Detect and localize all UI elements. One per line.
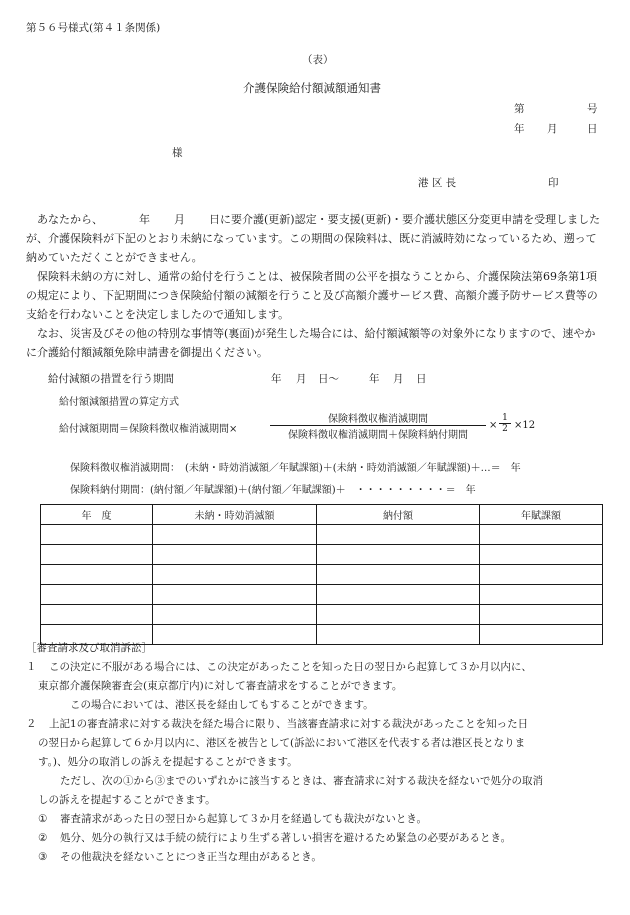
table-row [41,565,603,585]
table-cell[interactable] [317,545,480,565]
formula-tail: ×12 [514,420,536,431]
paragraph-2: 保険料未納の方に対し、通常の給付を行うことは、被保険者間の公平を損なうことから、介護保険法第69条第1項の規定により、下記期間につき保険給付額の減額を行うこと及び高額介護サービス費、高額介護予防サービス費等の支給を行わないことを決定しましたので通知します。 [26,270,598,321]
item2-line-4: ただし、次の①から③までのいずれかに該当するときは、審査請求に対する裁決を経ないで処分の取消 [60,775,543,787]
table-row [41,605,603,625]
table-cell[interactable] [317,565,480,585]
col-annual-levy: 年賦課額 [480,505,603,525]
table-row [41,545,603,565]
period-label: 給付減額の措置を行う期間 [48,373,174,385]
addressee-suffix: 様 [172,147,183,159]
date-month: 月 [547,123,558,135]
table-cell[interactable] [153,585,317,605]
formula-line-1: 保険料徴収権消滅期間： (未納・時効消滅額／年賦課額)＋(未納・時効消滅額／年賦課額)＋…＝ 年 [70,463,521,474]
item1-line-2: 東京都介護保険審査会(東京都庁内)に対して審査請求をすることができます。 [38,680,403,692]
table-cell[interactable] [317,625,480,645]
table-cell[interactable] [153,605,317,625]
form-number: 第５６号様式(第４１条関係) [26,22,161,34]
formula-denominator: 保険料徴収権消滅期間＋保険料納付期間 [288,430,468,441]
sub-item-1-number: ① [38,813,48,825]
paragraph-3: なお、災害及びその他の特別な事情等(裏面)が発生した場合には、給付額減額等の対象外になりますので、速やかに介護給付額減額免除申請書を御提出ください。 [26,327,596,359]
table-cell[interactable] [41,605,153,625]
period-to-month: 月 [393,373,404,385]
table-cell[interactable] [41,585,153,605]
sub-item-3-text: その他裁決を経ないことにつき正当な理由があるとき。 [60,851,322,863]
table-cell[interactable] [317,605,480,625]
item2-line-2: の翌日から起算して６か月以内に、港区を被告として(訴訟において港区を代表する者は港区長となりま [38,737,526,749]
formula-heading: 給付額減額措置の算定方式 [59,397,179,408]
table-cell[interactable] [153,625,317,645]
period-from-month: 月 [296,373,307,385]
table-cell[interactable] [41,525,153,545]
seal-mark: 印 [548,177,559,189]
period-to-day: 日 [416,373,427,385]
appeal-heading: ［審査請求及び取消訴訟］ [26,642,152,654]
item2-line-1: 上記1の審査請求に対する裁決を経た場合に限り、当該審査請求に対する裁決があったことを知った日 [49,718,529,730]
side-label: （表） [302,54,334,66]
formula-lhs: 給付減額期間＝保険料徴収権消滅期間× [59,424,238,435]
formula-times: × [489,420,498,431]
sub-item-2-number: ② [38,832,48,844]
table-cell[interactable] [41,565,153,585]
half-denominator: 2 [502,424,508,434]
sub-item-1-text: 審査請求があった日の翌日から起算して３か月を経過しても裁決がないとき。 [60,813,427,825]
item2-line-3: す。)、処分の取消しの訴えを提起することができます。 [38,756,298,768]
period-from-day: 日〜 [318,373,339,385]
table-cell[interactable] [480,565,603,585]
issuer: 港 区 長 [418,177,457,189]
table-cell[interactable] [480,525,603,545]
item2-line-5: しの訴えを提起することができます。 [38,794,216,806]
table-cell[interactable] [41,545,153,565]
payment-table [40,504,603,645]
table-header-row [41,505,603,525]
col-paid-amount: 納付額 [317,505,480,525]
formula-fraction [270,410,486,441]
number-label: 第 [514,103,525,115]
table-row [41,525,603,545]
period-from-year: 年 [271,373,282,385]
date-day: 日 [587,123,598,135]
sub-item-3-number: ③ [38,851,48,863]
table-cell[interactable] [480,625,603,645]
col-fiscal-year: 年 度 [41,505,153,525]
table-cell[interactable] [153,545,317,565]
paragraph-1: あなたから、 年 月 日に要介護(更新)認定・要支援(更新)・要介護状態区分変更申請を受理しましたが、介護保険料が下記のとおり未納になっています。この期間の保険料は、既に消滅時効になっているため、遡って納めていただくことができません。 [26,213,601,264]
item1-line-1: この決定に不服がある場合には、この決定があったことを知った日の翌日から起算して３か月以内に、 [49,661,532,673]
formula-half [499,413,511,434]
formula-line-2: 保険料納付期間：(納付額／年賦課額)＋(納付額／年賦課額)＋ ・・・・・・・・・＝ 年 [70,485,476,496]
number-suffix: 号 [587,103,598,115]
period-to-year: 年 [369,373,380,385]
half-numerator: 1 [499,413,511,424]
table-cell[interactable] [480,545,603,565]
document-title: 介護保険給付額減額通知書 [243,81,381,95]
formula-numerator: 保険料徴収権消滅期間 [270,410,486,426]
sub-item-2-text: 処分、処分の執行又は手続の続行により生ずる著しい損害を避けるため緊急の必要があるとき。 [60,832,512,844]
item1-line-3: この場合においては、港区長を経由してもすることができます。 [70,699,374,711]
date-year: 年 [514,123,525,135]
table-cell[interactable] [480,605,603,625]
table-cell[interactable] [317,525,480,545]
item1-number: １ [26,661,37,673]
table-row [41,585,603,605]
table-cell[interactable] [153,525,317,545]
table-cell[interactable] [317,585,480,605]
item2-number: ２ [26,718,37,730]
table-cell[interactable] [153,565,317,585]
table-cell[interactable] [480,585,603,605]
col-unpaid-amount: 未納・時効消滅額 [153,505,317,525]
